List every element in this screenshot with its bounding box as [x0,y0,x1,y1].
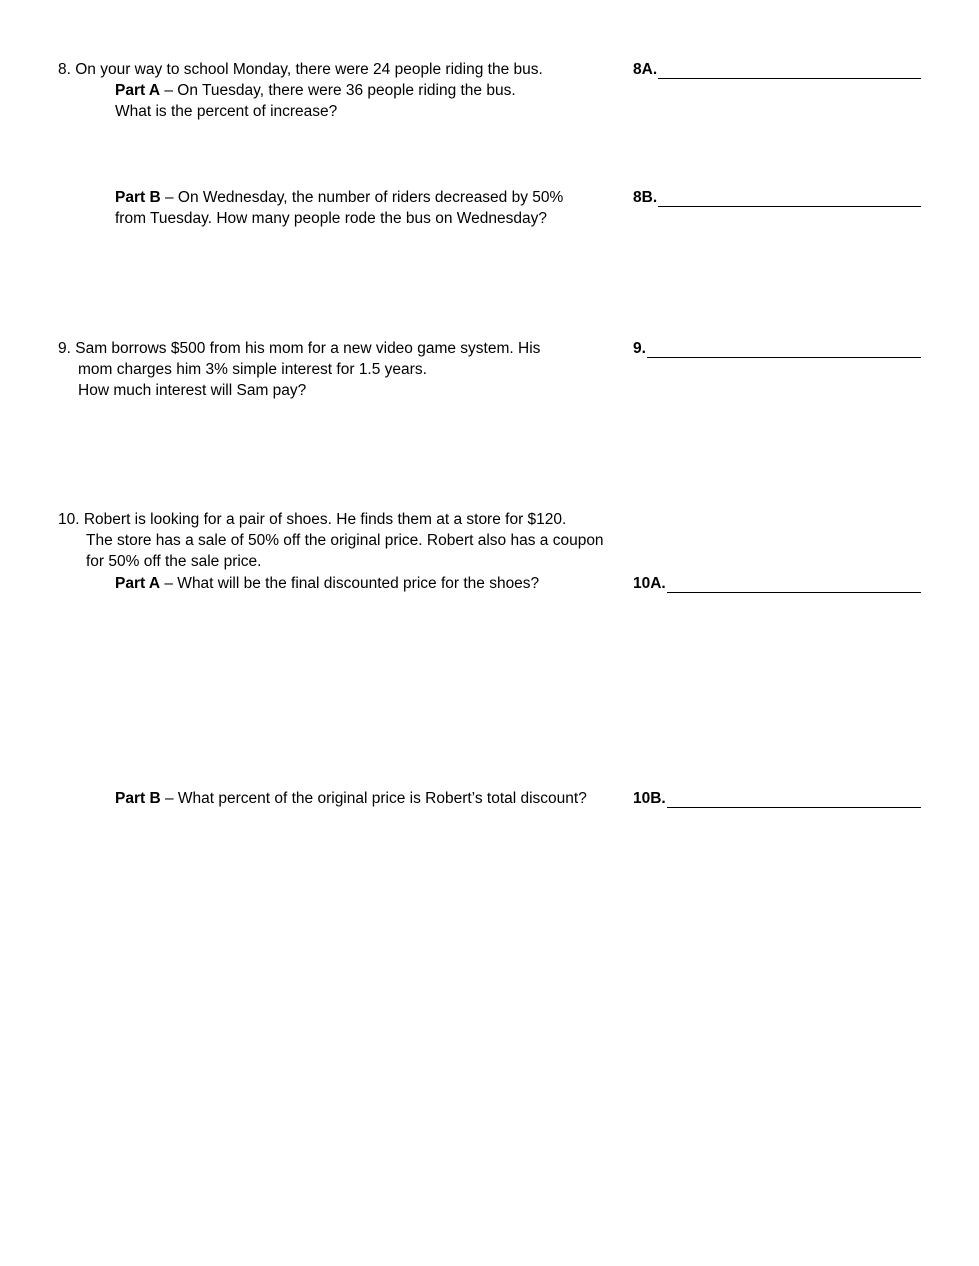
q10-part-b-label: Part B [115,790,161,807]
q8-part-b-text: – On Wednesday, the number of riders decreased by 50% [160,189,564,206]
q8b-answer-line[interactable] [633,189,921,207]
q10-part-a [115,575,539,593]
q9-answer-label: 9. [633,340,646,357]
q8a-answer-line[interactable] [633,61,921,79]
q10-line1: 10. Robert is looking for a pair of shoes. He finds them at a store for $120. [58,511,567,528]
q9-answer-blank[interactable] [647,342,921,358]
q8a-answer-label: 8A. [633,61,658,78]
q8-stem: 8. On your way to school Monday, there were 24 people riding the bus. [58,61,543,78]
q8-part-b-label: Part B [115,189,161,206]
q8-part-b-line1 [115,189,563,207]
q10-part-b [115,790,587,808]
q8-part-b-line2: from Tuesday. How many people rode the bus on Wednesday? [115,210,547,227]
q10b-answer-blank[interactable] [667,792,921,808]
q10-part-b-text: – What percent of the original price is Robert’s total discount? [160,790,587,807]
q9-line1: 9. Sam borrows $500 from his mom for a new video game system. His [58,340,541,357]
q9-line3: How much interest will Sam pay? [78,382,307,399]
q10-part-a-label: Part A [115,575,161,592]
q8a-answer-blank[interactable] [658,63,921,79]
q10a-answer-line[interactable] [633,575,921,593]
q10a-answer-label: 10A. [633,575,666,592]
q8b-answer-label: 8B. [633,189,658,206]
q10-line2: The store has a sale of 50% off the original price. Robert also has a coupon [86,532,604,549]
q9-line2: mom charges him 3% simple interest for 1.5 years. [78,361,427,378]
q8-part-a-label: Part A [115,82,161,99]
q10-part-a-text: – What will be the final discounted price for the shoes? [160,575,540,592]
q10b-answer-label: 10B. [633,790,666,807]
q8-part-a-text: – On Tuesday, there were 36 people riding the bus. [160,82,516,99]
q8-part-a-line2: What is the percent of increase? [115,103,338,120]
q8b-answer-blank[interactable] [658,191,921,207]
q10b-answer-line[interactable] [633,790,921,808]
q10-line3: for 50% off the sale price. [86,553,262,570]
q10a-answer-blank[interactable] [667,577,921,593]
q8-part-a-line1 [115,82,516,100]
q9-answer-line[interactable] [633,340,921,358]
